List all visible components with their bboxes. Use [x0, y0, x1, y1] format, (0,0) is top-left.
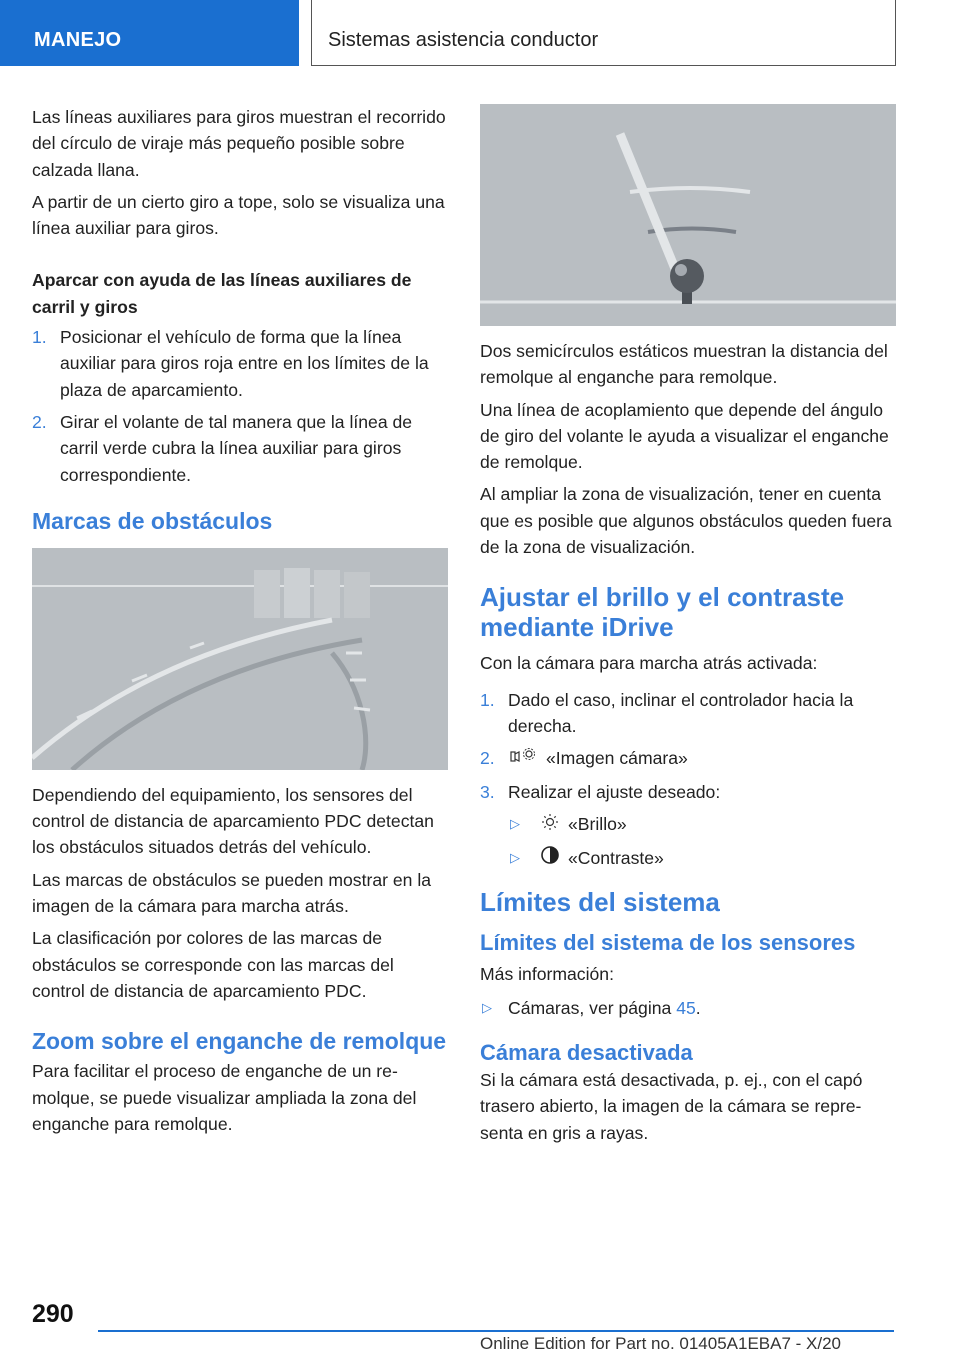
subsection-heading-camera-off: Cámara desactivada: [480, 1040, 693, 1066]
brightness-icon: [540, 812, 560, 838]
hitch-ball-highlight: [675, 264, 687, 276]
triangle-bullet-icon: ▷: [510, 849, 520, 865]
section-heading-adjust: Ajustar el brillo y el contraste mediante iDrive: [480, 582, 845, 643]
trailer-hitch-figure: [480, 104, 896, 326]
steps-list: [480, 687, 896, 805]
paragraph: Dependiendo del equipamiento, los sensores del control de distancia de aparcamiento PDC detectan los obstáculos situados detrás del vehículo.: [32, 784, 434, 858]
list-item: [480, 811, 896, 838]
list-item: [480, 779, 896, 805]
paragraph: Si la cámara está desactivada, p. ej., con el capó trasero abierto, la imagen de la cámara se representa en gris a rayas.: [480, 1070, 863, 1143]
adjust-options-list: [480, 811, 896, 872]
obstacle-mark: [284, 568, 310, 618]
left-column: [32, 104, 448, 1143]
obstacle-mark: [344, 572, 370, 618]
reference-period: .: [695, 997, 701, 1018]
hitch-ball: [670, 259, 704, 293]
paragraph: La clasificación por colores de las marcas de obstáculos se corresponde con las marcas del control de distancia de aparcamiento PDC.: [32, 928, 394, 1001]
paragraph: Más información:: [480, 963, 614, 984]
list-item: [480, 845, 896, 873]
option-label: «Brillo»: [568, 814, 627, 835]
subheading: Aparcar con ayuda de las líneas auxiliares de carril y giros: [32, 270, 412, 317]
list-item: [480, 745, 896, 772]
paragraph: Una línea de acoplamiento que depende del ángulo de giro del volante le ayuda a visualizar el enganche de remolque.: [480, 399, 889, 473]
list-item: [480, 995, 896, 1021]
option-label: «Contraste»: [568, 847, 664, 868]
obstacle-marks-figure: [32, 548, 448, 770]
step-text: Girar el volante de tal manera que la línea de carril verde cubra la línea auxiliar para giros correspondiente.: [60, 411, 413, 485]
contrast-icon: [540, 845, 560, 872]
step-number: 3.: [480, 781, 495, 802]
page-link[interactable]: 45: [676, 997, 696, 1018]
triangle-bullet-icon: ▷: [482, 999, 492, 1015]
paragraph: Para facilitar el proceso de enganche de un remolque, se puede visualizar ampliada la zona del enganche para remolque.: [32, 1061, 417, 1134]
page-header: [0, 0, 960, 66]
paragraph: Con la cámara para marcha atrás activada:: [480, 653, 818, 674]
footer-divider: [98, 1330, 894, 1332]
step-number: 2.: [480, 748, 495, 769]
step-text: Posicionar el vehículo de forma que la línea auxiliar para giros roja entre en los límites de la plaza de aparcamiento.: [60, 327, 429, 400]
triangle-bullet-icon: ▷: [510, 816, 520, 832]
dash-mark: [354, 708, 370, 710]
section-heading-zoom: Zoom sobre el enganche de remolque: [32, 1028, 447, 1055]
camera-settings-icon: [508, 746, 538, 772]
paragraph: Al ampliar la zona de visualización, tener en cuenta que es posible que algunos obstáculos queden fuera de la zona de visualización.: [480, 484, 892, 558]
obstacle-mark: [254, 570, 280, 618]
step-number: 2.: [32, 411, 47, 432]
references-list: [480, 995, 896, 1021]
step-text: «Imagen cámara»: [546, 748, 688, 769]
section-tab: MANEJO: [0, 0, 299, 66]
page-number: 290: [32, 1300, 74, 1328]
steps-list: [32, 324, 448, 488]
paragraph: Dos semicírculos estáticos muestran la distancia del remolque al enganche para remolque.: [480, 341, 888, 388]
obstacle-mark: [314, 570, 340, 618]
paragraph: A partir de un cierto giro a tope, solo se visualiza una línea auxiliar para giros.: [32, 191, 445, 239]
figure-background: [32, 548, 448, 770]
section-heading-limits: Límites del sistema: [480, 886, 720, 917]
step-text: Dado el caso, inclinar el controlador hacia la derecha.: [508, 689, 854, 736]
edition-info: Online Edition for Part no. 01405A1EBA7 - X/20: [480, 1334, 842, 1353]
subsection-heading-sensor-limits: Límites del sistema de los sensores: [480, 929, 856, 955]
section-heading-obstacles: Marcas de obstáculos: [32, 507, 273, 534]
list-item: [480, 687, 896, 740]
chapter-title: Sistemas asistencia conductor: [311, 0, 896, 66]
step-number: 1.: [480, 689, 495, 710]
list-item: [32, 324, 448, 403]
reference-text: Cámaras, ver página: [508, 997, 672, 1018]
list-item: [32, 409, 448, 488]
step-number: 1.: [32, 327, 47, 348]
step-text: Realizar el ajuste deseado:: [508, 781, 721, 802]
paragraph: Las marcas de obstáculos se pueden mostrar en la imagen de la cámara para marcha atrás.: [32, 869, 432, 917]
right-column: [480, 104, 896, 1152]
paragraph: Las líneas auxiliares para giros muestran el recorrido del círculo de viraje más pequeño posible sobre calzada llana.: [32, 107, 446, 180]
